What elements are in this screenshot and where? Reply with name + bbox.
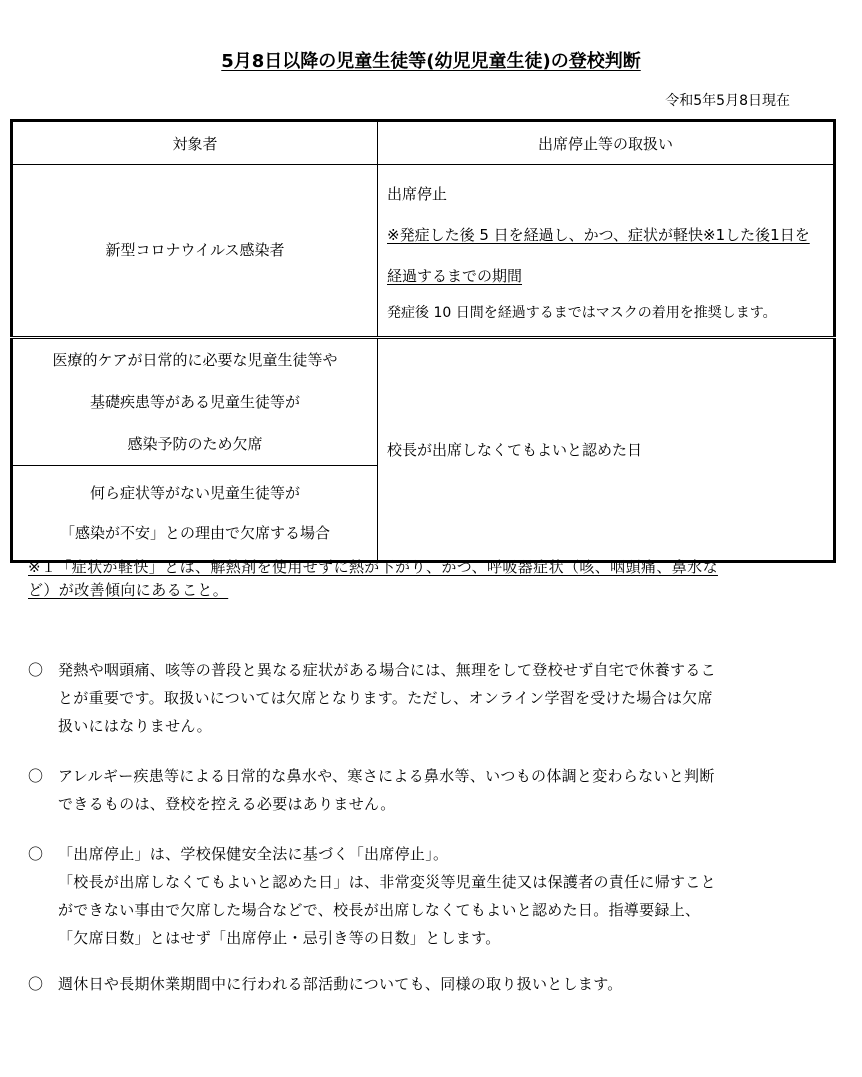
suspension-title: 出席停止 xyxy=(387,184,448,203)
circle-bullet-icon: 〇 xyxy=(28,661,44,679)
medical-care-line3: 感染予防のため欠席 xyxy=(127,435,263,453)
principal-approved-day: 校長が出席しなくてもよいと認めた日 xyxy=(378,338,835,562)
bullet-line: 「欠席日数」とはせず「出席停止・忌引き等の日数」とします。 xyxy=(58,929,501,947)
bullet-item xyxy=(28,970,798,998)
anxiety-line1: 何ら症状等がない児童生徒等が xyxy=(89,484,300,502)
bullet-line: 「校長が出席しなくてもよいと認めた日」は、非常変災等児童生徒又は保護者の責任に帰すこと xyxy=(58,873,716,891)
bullet-item xyxy=(28,840,798,952)
table-row xyxy=(12,338,835,466)
bullet-line: とが重要です。取扱いについては欠席となります。ただし、オンライン学習を受けた場合は欠席 xyxy=(58,689,713,707)
circle-bullet-icon: 〇 xyxy=(28,845,44,863)
bullet-line: 「出席停止」は、学校保健安全法に基づく「出席停止」。 xyxy=(58,845,449,863)
bullet-line: 扱いにはなりません。 xyxy=(58,717,212,735)
circle-bullet-icon: 〇 xyxy=(28,767,44,785)
bullet-item xyxy=(28,656,798,740)
bullet-line: できるものは、登校を控える必要はありません。 xyxy=(58,795,396,813)
header-handling: 出席停止等の取扱い xyxy=(378,121,835,165)
row-covid-infected: 新型コロナウイルス感染者 xyxy=(12,165,378,338)
mask-recommendation: 発症後 10 日間を経過するまではマスクの着用を推奨します。 xyxy=(387,304,777,321)
row-covid-handling xyxy=(378,165,835,338)
bullet-item xyxy=(28,762,798,818)
header-target: 対象者 xyxy=(12,121,378,165)
medical-care-line2: 基礎疾患等がある児童生徒等が xyxy=(89,393,300,411)
row-medical-care xyxy=(12,338,378,466)
bullet-line: ができない事由で欠席した場合などで、校長が出席しなくてもよいと認めた日。指導要録上、 xyxy=(58,901,701,919)
bullet-line: アレルギー疾患等による日常的な鼻水や、寒さによる鼻水等、いつもの体調と変わらないと判断 xyxy=(58,767,715,785)
table-header-row xyxy=(12,121,835,165)
footnote xyxy=(28,556,798,602)
suspension-condition-line2: 経過するまでの期間 xyxy=(387,266,523,285)
bullet-text xyxy=(58,656,798,740)
footnote-line1: ※１「症状が軽快」とは、解熱剤を使用せずに熱が下がり、かつ、呼吸器症状（咳、咽頭痛、鼻水な xyxy=(28,558,718,576)
bullet-text xyxy=(58,970,798,998)
table-row xyxy=(12,165,835,338)
document-date: 令和5年5月8日現在 xyxy=(665,93,790,109)
suspension-condition-line1: ※発症した後 5 日を経過し、かつ、症状が軽快※1した後1日を xyxy=(387,225,810,244)
circle-bullet-icon: 〇 xyxy=(28,975,44,993)
row-anxiety-absence xyxy=(12,466,378,562)
bullet-line: 週休日や長期休業期間中に行われる部活動についても、同様の取り扱いとします。 xyxy=(58,975,623,993)
bullet-text xyxy=(58,840,798,952)
page-title-text: 5月8日以降の児童生徒等(幼児児童生徒)の登校判断 xyxy=(221,51,641,72)
attendance-table xyxy=(10,119,836,563)
footnote-line2: ど）が改善傾向にあること。 xyxy=(28,581,229,599)
anxiety-line2: 「感染が不安」との理由で欠席する場合 xyxy=(59,524,330,542)
medical-care-line1: 医療的ケアが日常的に必要な児童生徒等や xyxy=(52,351,338,369)
page-title xyxy=(0,47,862,73)
bullet-line: 発熱や咽頭痛、咳等の普段と異なる症状がある場合には、無理をして登校せず自宅で休養するこ xyxy=(58,661,716,679)
bullet-text xyxy=(58,762,798,818)
